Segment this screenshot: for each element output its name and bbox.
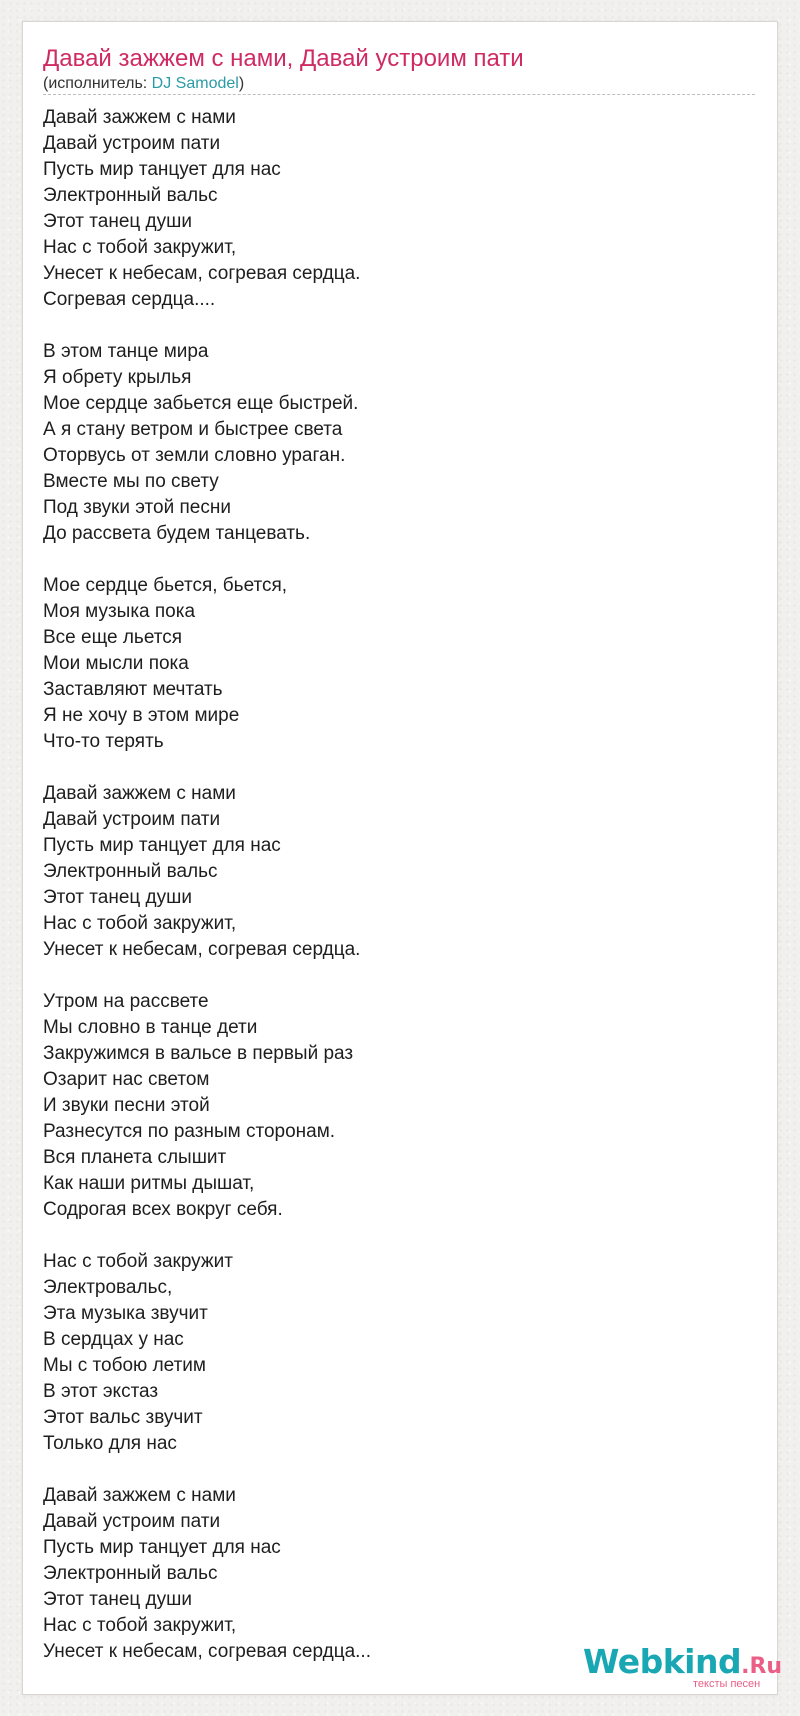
lyrics-line: В этот экстаз [43,1381,159,1402]
lyrics-line: Нас с тобой закружит, [43,1615,237,1636]
lyrics-line: Этот танец души [43,887,192,908]
lyrics-line: Мы словно в танце дети [43,1017,258,1038]
lyrics-line: Давай зажжем с нами [43,107,236,128]
lyrics-line: Пусть мир танцует для нас [43,1537,281,1558]
lyrics-line: Пусть мир танцует для нас [43,835,281,856]
lyrics-stanza [43,573,743,755]
lyrics-line: Нас с тобой закружит [43,1251,233,1272]
lyrics-line: Давай зажжем с нами [43,1485,236,1506]
lyrics-line: Вся планета слышит [43,1147,227,1168]
lyrics-line: Этот танец души [43,1589,192,1610]
lyrics-line: Под звуки этой песни [43,497,231,518]
lyrics-card [22,21,783,1695]
lyrics-line: Я обрету крылья [43,367,192,388]
lyrics-stanza [43,1249,743,1457]
lyrics-line: Электронный вальс [43,1563,218,1584]
lyrics-line: Электровальс, [43,1277,173,1298]
lyrics-line: Мое сердце бьется, бьется, [43,575,288,596]
lyrics-line: Как наши ритмы дышат, [43,1173,255,1194]
lyrics-stanza [43,989,743,1223]
artist-suffix: ) [238,75,245,92]
lyrics-line: Давай устроим пати [43,133,221,154]
lyrics-stanza [43,339,743,547]
lyrics-line: Я не хочу в этом мире [43,705,240,726]
lyrics-line: Унесет к небесам, согревая сердца. [43,263,361,284]
logo-main-text: Webkind [583,1642,742,1681]
lyrics-line: Этот вальс звучит [43,1407,203,1428]
lyrics-line: Мои мысли пока [43,653,189,674]
lyrics-line: Электронный вальс [43,185,218,206]
lyrics-line: Утром на рассвете [43,991,209,1012]
lyrics-line: Унесет к небесам, согревая сердца... [43,1641,371,1662]
artist-link[interactable]: DJ Samodel [151,75,239,92]
artist-line [43,74,244,94]
lyrics-line: Оторвусь от земли словно ураган. [43,445,346,466]
lyrics-line: Унесет к небесам, согревая сердца. [43,939,361,960]
lyrics-line: Только для нас [43,1433,177,1454]
lyrics-stanza [43,781,743,963]
lyrics-line: Мое сердце забьется еще быстрей. [43,393,359,414]
webkind-logo[interactable] [583,1642,783,1690]
title-divider [43,94,755,95]
lyrics-line: Моя музыка пока [43,601,196,622]
lyrics-line: Электронный вальс [43,861,218,882]
lyrics-line: Согревая сердца.... [43,289,216,310]
lyrics-line: Нас с тобой закружит, [43,913,237,934]
lyrics-line: Давай устроим пати [43,809,221,830]
lyrics-line: Давай зажжем с нами [43,783,236,804]
lyrics-line: Заставляют мечтать [43,679,223,700]
logo-domain-suffix: .Ru [741,1654,783,1679]
lyrics-line: И звуки песни этой [43,1095,210,1116]
lyrics-line: Мы с тобою летим [43,1355,206,1376]
lyrics-line: А я стану ветром и быстрее света [43,419,343,440]
lyrics-line: Все еще льется [43,627,183,648]
lyrics-line: В этом танце мира [43,341,209,362]
lyrics-line: Закружимся в вальсе в первый раз [43,1043,354,1064]
lyrics-stanza [43,1483,743,1665]
lyrics-line: До рассвета будем танцевать. [43,523,311,544]
lyrics-line: Давай устроим пати [43,1511,221,1532]
lyrics-stanza [43,105,743,313]
lyrics-line: Что-то терять [43,731,164,752]
lyrics-line: Содрогая всех вокруг себя. [43,1199,283,1220]
artist-prefix: (исполнитель: [43,75,152,92]
lyrics-line: Озарит нас светом [43,1069,210,1090]
lyrics-line: Вместе мы по свету [43,471,219,492]
song-title: Давай зажжем с нами, Давай устроим пати [43,45,524,72]
lyrics-line: В сердцах у нас [43,1329,184,1350]
lyrics-line: Эта музыка звучит [43,1303,208,1324]
logo-tagline: тексты песен [693,1678,761,1690]
lyrics-line: Пусть мир танцует для нас [43,159,281,180]
lyrics-text [43,105,743,1691]
lyrics-line: Нас с тобой закружит, [43,237,237,258]
lyrics-line: Разнесутся по разным сторонам. [43,1121,336,1142]
lyrics-line: Этот танец души [43,211,192,232]
